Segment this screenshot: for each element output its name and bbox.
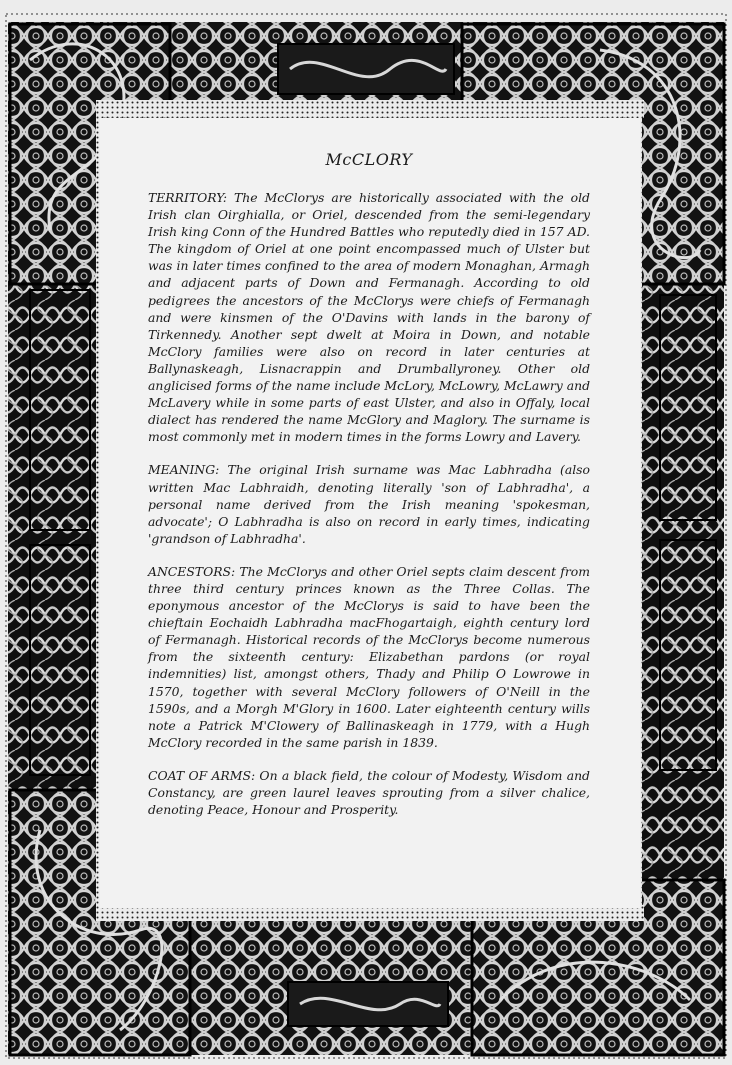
section-territory — [148, 189, 590, 445]
section-heading: MEANING: — [148, 462, 220, 478]
section-heading: TERRITORY: — [148, 190, 228, 205]
section-text: The McClorys and other Oriel septs claim descent from three third century princes known as the Three Collas. The eponymous ancestor of the McClorys is said to have been the chieftain Eochaidh Labhradha macFhogartaigh, eighth century lord of Fermanagh. Historical records of the McClorys become numerous from the sixteenth century: Elizabethan pardons (or royal indemnities) list, amongst others, Thady and Philip O Lowrowe in 1570, together with several McClory followers of O'Neill in the 1590s, and a Morgh M'Glory in 1600. Later eighteenth century wills note a Patrick M'Clowery of Ballinaskeagh in 1779, with a Hugh McClory recorded in the same parish in 1839. — [148, 563, 590, 750]
document-content — [148, 150, 590, 834]
section-coat-of-arms — [148, 767, 590, 818]
section-text: The McClorys are historically associated with the old Irish clan Oirghialla, or Oriel, descended from the semi-legendary Irish king Conn of the Hundred Battles who reputedly died in 157 AD. The kingdom of Oriel at one point encompassed much of Ulster but was in later times confined to the area of modern Monaghan, Armagh and adjacent parts of Down and Fermanagh. According to old pedigrees the ancestors of the McClorys were chiefs of Fermanagh and were kinsmen of the O'Davins with lands in the barony of Tirkennedy. Another sept dwelt at Moira in Down, and notable McClory families were also on record in later centuries at Ballynaskeagh, Lisnacrappin and Drumballyroney. Other old anglicised forms of the name include McLory, McLowry, McLawry and McLavery while in some parts of east Ulster, and also in Offaly, local dialect has rendered the name McGlory and Maglory. The surname is most commonly met in modern times in the forms Lowry and Lavery. — [148, 190, 590, 445]
section-ancestors — [148, 563, 590, 751]
section-text: On a black field, the colour of Modesty, Wisdom and Constancy, are green laurel leaves sprouting from a silver chalice, denoting Peace, Honour and Prosperity. — [148, 767, 590, 818]
section-text: The original Irish surname was Mac Labhradha (also written Mac Labhraidh, denoting literally 'son of Labhradha', a personal name derived from the Irish meaning 'spokesman, advocate'; O Labhradha is also on record in early times, indicating 'grandson of Labhradha'. — [148, 462, 590, 546]
section-meaning — [148, 461, 590, 546]
page-title: McCLORY — [325, 150, 413, 169]
section-heading: COAT OF ARMS: — [148, 767, 256, 783]
section-heading: ANCESTORS: — [148, 563, 236, 579]
